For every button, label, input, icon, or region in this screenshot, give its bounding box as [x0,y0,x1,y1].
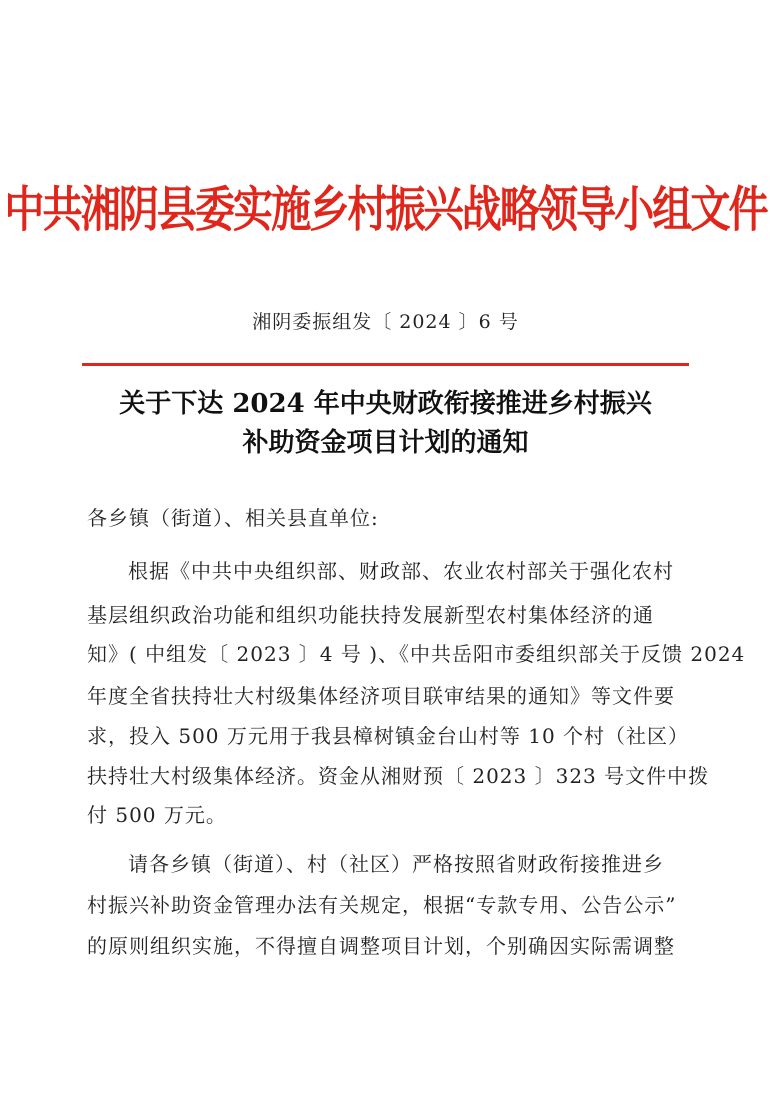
document-header-title: 中共湘阴县委实施乡村振兴战略领导小组文件 [4,182,767,238]
red-divider-line [82,363,689,366]
paragraph-2-line-1: 请各乡镇（街道）、村（社区）严格按照省财政衔接推进乡 [128,852,664,876]
paragraph-2-line-3: 的原则组织实施，不得擅自调整项目计划，个别确因实际需调整 [87,934,675,958]
notice-title-line-2: 补助资金项目计划的通知 [242,428,529,458]
notice-title-line-1: 关于下达 2024 年中央财政衔接推进乡村振兴 [119,389,652,419]
paragraph-1-line-5: 求，投入 500 万元用于我县樟树镇金台山村等 10 个村（社区） [87,724,690,748]
paragraph-1-line-3: 知》( 中组发〔 2023 〕4 号 )、《中共岳阳市委组织部关于反馈 2024 [87,642,746,666]
paragraph-1-line-7: 付 500 万元。 [87,803,227,827]
paragraph-1-line-2: 基层组织政治功能和组织功能扶持发展新型农村集体经济的通 [87,603,654,627]
salutation: 各乡镇（街道）、相关县直单位: [87,506,379,530]
paragraph-2-line-2: 村振兴补助资金管理办法有关规定，根据“专款专用、公告公示” [87,893,677,917]
paragraph-1-line-4: 年度全省扶持壮大村级集体经济项目联审结果的通知》等文件要 [87,684,675,708]
paragraph-1-line-6: 扶持壮大村级集体经济。资金从湘财预〔 2023 〕323 号文件中拨 [87,764,710,788]
document-number: 湘阴委振组发〔 2024 〕6 号 [252,311,519,333]
paragraph-1-line-1: 根据《中共中央组织部、财政部、农业农村部关于强化农村 [128,559,674,583]
